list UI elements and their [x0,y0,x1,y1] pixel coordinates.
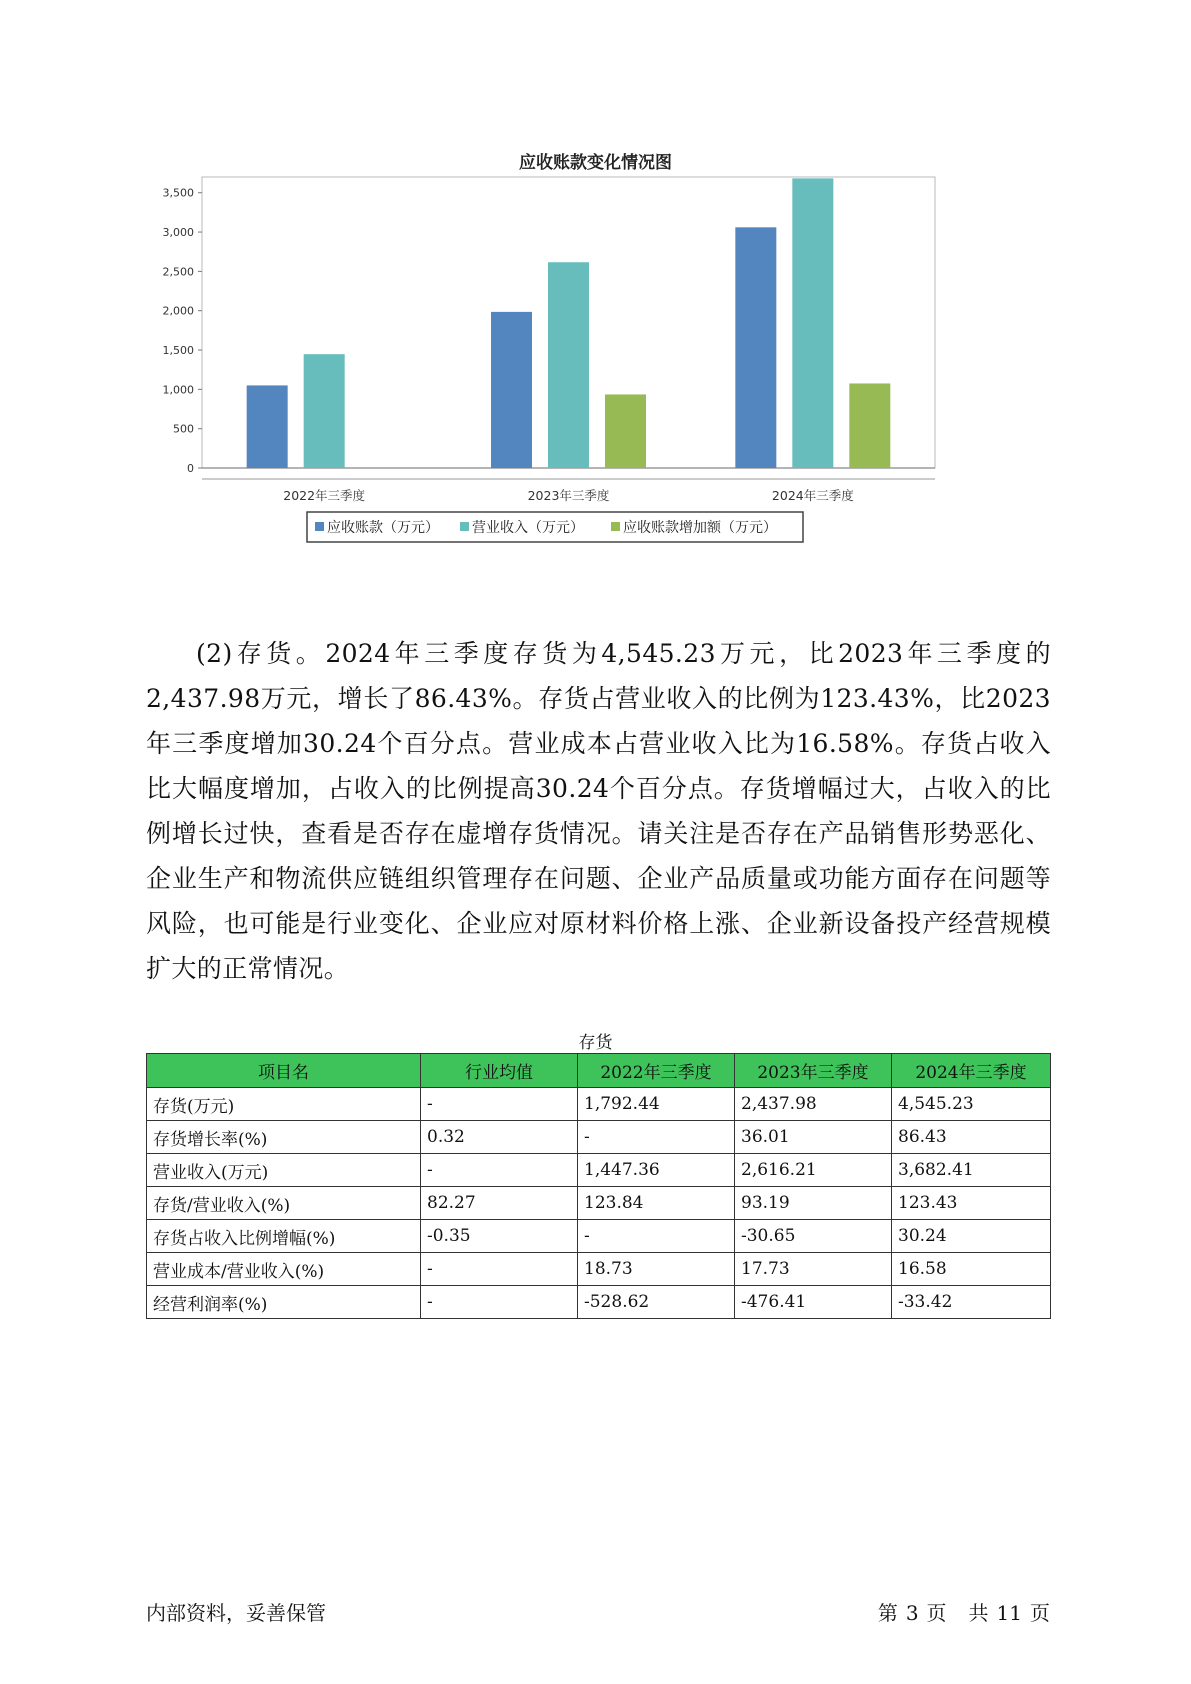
table-cell: 经营利润率(%) [147,1286,421,1319]
bar [735,227,776,468]
page-unit: 页 [926,1601,947,1625]
table-header-row [147,1054,1051,1088]
header-2023-q3: 2023年三季度 [735,1054,892,1088]
inventory-table [146,1053,1051,1319]
table-cell: 2,437.98 [735,1088,892,1121]
table-cell: 营业收入(万元) [147,1154,421,1187]
receivables-bar-chart [0,0,1191,600]
table-cell: 30.24 [892,1220,1051,1253]
bar [491,312,532,468]
table-cell: 3,682.41 [892,1154,1051,1187]
legend-label: 营业收入（万元） [472,520,584,536]
table-cell: 17.73 [735,1253,892,1286]
header-item-name: 项目名 [147,1054,421,1088]
page-current: 3 [905,1601,919,1625]
footer-confidential-note: 内部资料，妥善保管 [146,1601,326,1625]
table-cell: 18.73 [578,1253,735,1286]
x-category-label: 2022年三季度 [283,488,366,503]
table-cell: 86.43 [892,1121,1051,1154]
table-row [147,1253,1051,1286]
y-tick-label: 500 [173,422,194,436]
header-2022-q3: 2022年三季度 [578,1054,735,1088]
table-row [147,1088,1051,1121]
y-tick-label: 3,000 [162,226,194,240]
y-tick-label: 0 [187,462,194,475]
legend-label: 应收账款增加额（万元） [623,520,777,536]
y-tick-label: 2,500 [162,265,194,279]
bar [605,394,646,468]
table-cell: 123.43 [892,1187,1051,1220]
table-cell: 存货/营业收入(%) [147,1187,421,1220]
table-cell: 存货增长率(%) [147,1121,421,1154]
table-cell: -0.35 [421,1220,578,1253]
table-cell: 82.27 [421,1187,578,1220]
table-caption: 存货 [578,1033,613,1053]
table-cell: - [421,1253,578,1286]
x-category-label: 2024年三季度 [771,488,854,503]
table-cell: -528.62 [578,1286,735,1319]
legend-label: 应收账款（万元） [327,520,439,536]
table-cell: 93.19 [735,1187,892,1220]
chart-title: 应收账款变化情况图 [519,153,672,173]
table-cell: -30.65 [735,1220,892,1253]
y-tick-label: 1,500 [162,344,194,358]
table-cell: -476.41 [735,1286,892,1319]
bar [247,385,288,468]
table-row [147,1154,1051,1187]
header-2024-q3: 2024年三季度 [892,1054,1051,1088]
table-cell: 4,545.23 [892,1088,1051,1121]
table-cell: 2,616.21 [735,1154,892,1187]
total-prefix: 共 [968,1601,989,1625]
table-cell: 1,447.36 [578,1154,735,1187]
y-tick-label: 2,000 [162,304,194,318]
table-row [147,1187,1051,1220]
header-industry-average: 行业均值 [421,1054,578,1088]
legend-swatch [460,522,469,531]
bar [304,354,345,468]
legend-swatch [315,522,324,531]
bar [792,178,833,468]
x-category-label: 2023年三季度 [527,488,610,503]
bar [849,383,890,468]
table-cell: - [421,1154,578,1187]
table-cell: - [578,1121,735,1154]
table-cell: 0.32 [421,1121,578,1154]
y-tick-label: 1,000 [162,383,194,397]
table-cell: 存货占收入比例增幅(%) [147,1220,421,1253]
table-row [147,1121,1051,1154]
table-cell: - [578,1220,735,1253]
table-cell: 123.84 [578,1187,735,1220]
inventory-analysis-paragraph: (2)存货。2024年三季度存货为4,545.23万元，比2023年三季度的2,437.98万元，增长了86.43%。存货占营业收入的比例为123.43%，比2023年三季度增加30.24个百分点。营业成本占营业收入比为16.58%。存货占收入比大幅度增加，占收入的比例提高30.24个百分点。存货增幅过大，占收入的比例增长过快，查看是否存在虚增存货情况。请关注是否存在产品销售形势恶化、企业生产和物流供应链组织管理存在问题、企业产品质量或功能方面存在问题等风险，也可能是行业变化、企业应对原材料价格上涨、企业新设备投产经营规模扩大的正常情况。 [146,639,1051,983]
table-row [147,1220,1051,1253]
table-row [147,1286,1051,1319]
table-cell: 存货(万元) [147,1088,421,1121]
table-cell: -33.42 [892,1286,1051,1319]
table-cell: 36.01 [735,1121,892,1154]
footer-page-number [878,1597,1050,1626]
bar [548,262,589,468]
table-cell: 1,792.44 [578,1088,735,1121]
page-prefix: 第 [877,1601,898,1625]
chart-legend [307,512,803,542]
y-tick-label: 3,500 [162,186,194,200]
table-cell: 16.58 [892,1253,1051,1286]
total-unit: 页 [1030,1601,1050,1625]
legend-swatch [611,522,620,531]
total-pages: 11 [996,1601,1022,1625]
table-cell: - [421,1088,578,1121]
table-cell: - [421,1286,578,1319]
table-cell: 营业成本/营业收入(%) [147,1253,421,1286]
